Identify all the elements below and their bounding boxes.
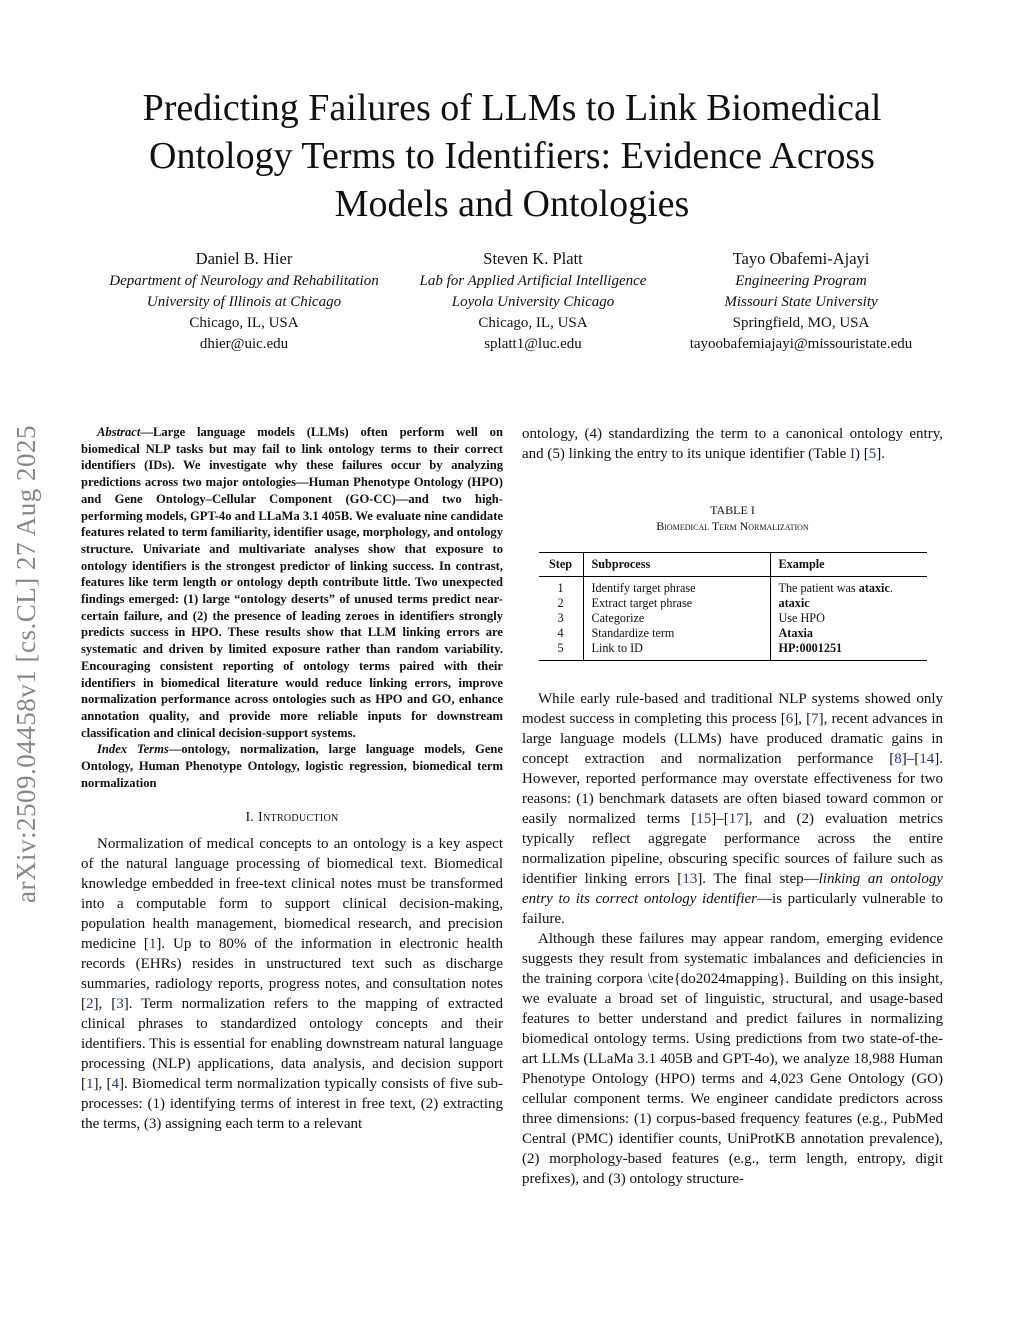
citation-link[interactable]: 1	[148, 936, 157, 953]
author-name: Tayo Obafemi-Ajayi	[732, 249, 870, 268]
table-ref-link[interactable]: I	[850, 446, 856, 462]
arxiv-stamp: arXiv:2509.04458v1 [cs.CL] 27 Aug 2025	[11, 425, 41, 904]
abstract-label: Abstract	[97, 425, 141, 439]
citation-link[interactable]: 14	[919, 751, 935, 767]
citation-link[interactable]: 4	[111, 1076, 119, 1093]
table-label: TABLE I	[710, 503, 755, 517]
citation-link[interactable]: 17	[728, 811, 744, 827]
paper-title: Predicting Failures of LLMs to Link Biomedical Ontology Terms to Identifiers: Evidence Across Models and Ontologies	[142, 87, 882, 225]
left-column	[81, 424, 503, 1134]
table-title: Biomedical Term Normalization	[656, 519, 809, 533]
author-dept: Lab for Applied Artificial Intelligence	[419, 273, 647, 289]
author-1	[86, 249, 402, 355]
author-name: Steven K. Platt	[483, 249, 583, 268]
table-row: 5 Link to ID HP:0001251	[539, 641, 927, 661]
intro-paragraph-continued: ontology, (4) standardizing the term to a canonical ontology entry, and (5) linking the entry to its unique identifier (Table I) [5].	[522, 426, 943, 462]
intro-paragraph-1: Normalization of medical concepts to an ontology is a key aspect of the natural language processing of biomedical text. Biomedical knowledge embedded in free-text clinical notes must be transformed into a computable form to support clinical decision-making, population health management, biomedical research, and precision medicine [1]. Up to 80% of the information in electronic health records (EHRs) resides in unstructured text such as discharge summaries, radiology reports, progress notes, and consultation notes [2], [3]. Term normalization refers to the mapping of extracted clinical phrases to standardized ontology concepts and their identifiers. This is essential for enabling downstream natural language processing (NLP) applications, data analysis, and decision support [1], [4]. Biomedical term normalization typically consists of five sub-processes: (1) identifying terms of interest in free text, (2) extracting the terms, (3) assigning each term to a relevant	[81, 836, 504, 1133]
intro-paragraph-3: Although these failures may appear random, emerging evidence suggests they result from systematic imbalances and deficiencies in the training corpora \cite{do2024mapping}. Building on this insight, we evaluate a broad set of linguistic, structural, and usage-based features to better understand and predict failures in normalizing biomedical ontology terms. Using predictions from two state-of-the-art LLMs (LLaMa 3.1 405B and GPT-4o), we analyze 18,988 Human Phenotype Ontology (HPO) terms and 4,023 Gene Ontology (GO) cellular component terms. We engineer candidate predictors across three dimensions: (1) corpus-based frequency features (e.g., PubMed Central (PMC) identifier counts, UniProtKB annotation prevalence), (2) morphology-based features (e.g., term length, entropy, digit prefixes), and (3) ontology structure-	[522, 931, 943, 1187]
citation-link[interactable]: 8	[894, 751, 902, 767]
author-email[interactable]: splatt1@luc.edu	[484, 336, 582, 352]
author-name: Daniel B. Hier	[195, 249, 293, 268]
index-terms-text: —ontology, normalization, large language models, Gene Ontology, Human Phenotype Ontology, logistic regression, biomedical term normalization	[81, 742, 503, 790]
section-title: Introduction	[258, 810, 339, 826]
abstract	[81, 424, 503, 741]
section-heading: I. Introduction	[245, 810, 339, 826]
col-header-example: Example	[770, 553, 927, 577]
citation-link[interactable]: 2	[86, 996, 94, 1013]
author-inst: Missouri State University	[724, 294, 878, 310]
author-inst: Loyola University Chicago	[451, 294, 615, 310]
citation-link[interactable]: 13	[682, 871, 698, 887]
author-3	[664, 249, 938, 355]
citation-link[interactable]: 5	[868, 446, 877, 462]
right-column	[522, 424, 943, 1189]
author-dept: Engineering Program	[735, 273, 867, 289]
citation-link[interactable]: 1	[86, 1076, 94, 1093]
normalization-table	[539, 552, 927, 661]
citation-link[interactable]: 3	[116, 996, 124, 1013]
table-row: 3 Categorize Use HPO	[539, 611, 927, 626]
index-terms	[81, 741, 503, 791]
table-caption	[522, 502, 943, 534]
citation-link[interactable]: 15	[696, 811, 712, 827]
author-loc: Chicago, IL, USA	[478, 315, 588, 331]
table-row: 4 Standardize term Ataxia	[539, 626, 927, 641]
citation-link[interactable]: 7	[811, 711, 819, 727]
author-loc: Springfield, MO, USA	[732, 315, 870, 331]
author-block	[86, 249, 938, 355]
author-email[interactable]: tayoobafemiajayi@missouristate.edu	[689, 336, 913, 352]
author-dept: Department of Neurology and Rehabilitation	[109, 273, 379, 289]
index-terms-label: Index Terms	[97, 742, 169, 757]
abstract-text: —Large language models (LLMs) often perform well on biomedical NLP tasks but may fail to link ontology terms to their correct identifiers (IDs). We investigate why these failures occur by analyzing predictions across two major ontologies—Human Phenotype Ontology (HPO) and Gene Ontology–Cellular Component (GO-CC)—and two high-performing models, GPT-4o and LLaMa 3.1 405B. We evaluate nine candidate features related to term familiarity, identifier usage, morphology, and ontology structure. Univariate and multivariate analyses show that exposure to ontology identifiers is the strongest predictor of linking success. In contrast, features like term length or ontology depth contribute little. Two unexpected findings emerged: (1) large “ontology deserts” of unused terms predict near-certain failure, and (2) the presence of leading zeroes in identifiers strongly predicts success in HPO. These results show that LLM linking errors are systematic and driven by limited exposure rather than random variability. Encouraging consistent reporting of ontology terms paired with their identifiers in biomedical literature would reduce linking errors, improve normalization performance across ontologies such as HPO and GO, enhance annotation quality, and provide more reliable inputs for downstream classification and clinical decision-support systems.	[81, 425, 503, 740]
citation-link[interactable]: 6	[785, 711, 794, 727]
table-row: 2 Extract target phrase ataxic	[539, 596, 927, 611]
author-2	[402, 249, 664, 355]
col-header-step: Step	[539, 553, 584, 577]
author-inst: University of Illinois at Chicago	[146, 294, 342, 310]
author-loc: Chicago, IL, USA	[189, 315, 299, 331]
table-row: 1 Identify target phrase The patient was ataxic.	[539, 577, 927, 597]
author-email[interactable]: dhier@uic.edu	[199, 336, 289, 352]
intro-paragraph-2: While early rule-based and traditional NLP systems showed only modest success in completing this process [6], [7], recent advances in large language models (LLMs) have produced dramatic gains in concept extraction and normalization performance [8]–[14]. However, reported performance may overstate effectiveness for two reasons: (1) benchmark datasets are often biased toward common or easily normalized terms [15]–[17], and (2) evaluation metrics typically reflect aggregate performance across the entire normalization pipeline, obscuring specific sources of failure such as identifier linking errors [13]. The final step—linking an ontology entry to its correct ontology identifier—is particularly vulnerable to failure.	[522, 691, 944, 927]
col-header-subprocess: Subprocess	[583, 553, 770, 577]
table-header-row	[539, 553, 927, 577]
